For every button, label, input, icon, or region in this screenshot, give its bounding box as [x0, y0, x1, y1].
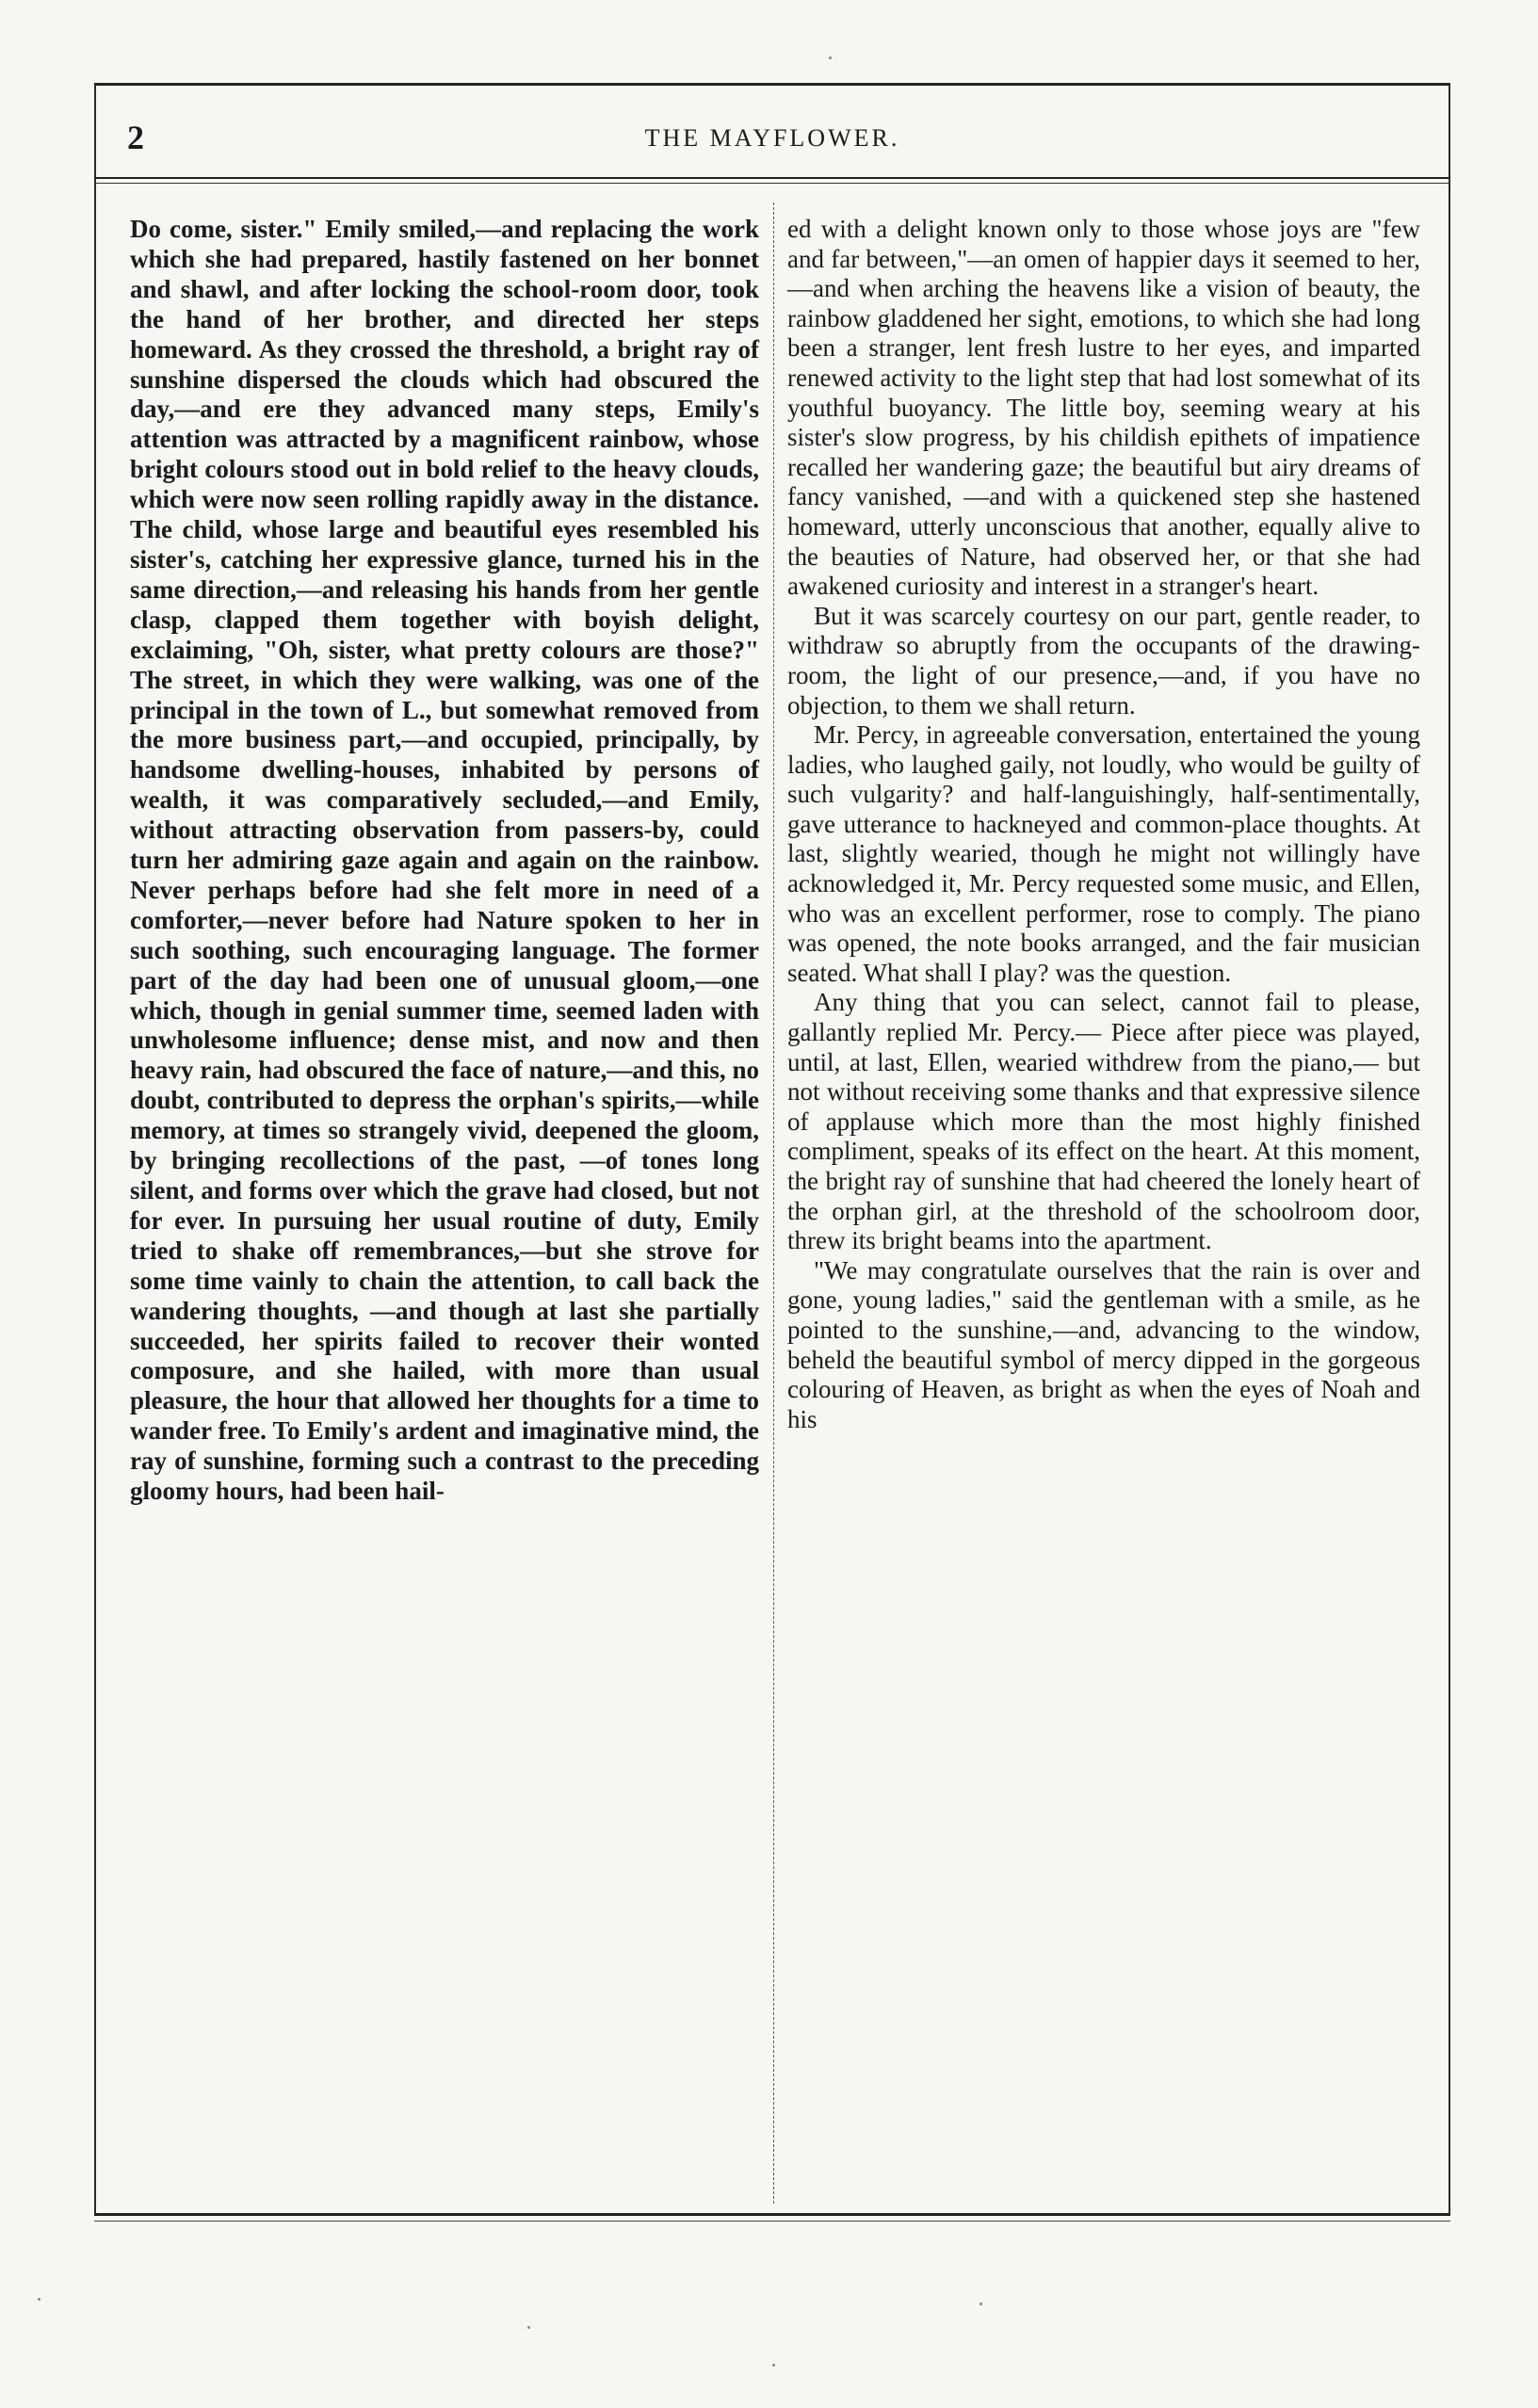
print-speckle [829, 57, 832, 59]
paragraph: Do come, sister." Emily smiled,—and replacing the work which she had prepared, hastily fastened on her bonnet and shawl, and after locking the school-room door, took the hand of her brother, and directed her steps homeward. As they crossed the threshold, a bright ray of sunshine dispersed the clouds which had obscured the day,—and ere they advanced many steps, Emily's attention was attracted by a magnificent rainbow, whose bright colours stood out in bold relief to the heavy clouds, which were now seen rolling rapidly away in the distance. The child, whose large and beautiful eyes resembled his sister's, catching her expressive glance, turned his in the same direction,—and releasing his hands from her gentle clasp, clapped them together with boyish delight, exclaiming, "Oh, sister, what pretty colours are those?" The street, in which they were walking, was one of the principal in the town of L., but somewhat removed from the more business part,—and occupied, principally, by handsome dwelling-houses, inhabited by persons of wealth, it was comparatively secluded,—and Emily, without attracting observation from passers-by, could turn her admiring gaze again and again on the rainbow. Never perhaps before had she felt more in need of a comforter,—never before had Nature spoken to her in such soothing, such encouraging language. The former part of the day had been one of unusual gloom,—one which, though in genial summer time, seemed laden with unwholesome influence; dense mist, and now and then heavy rain, had obscured the face of nature,—and this, no doubt, contributed to depress the orphan's spirits,—while memory, at times so strangely vivid, deepened the gloom, by bringing recollections of the past, —of tones long silent, and forms over which the grave had closed, but not for ever. In pursuing her usual routine of duty, Emily tried to shake off remembrances,—but she strove for some time vainly to chain the attention, to call back the wandering thoughts, —and though at last she partially succeeded, her spirits failed to recover their wonted composure, and she hailed, with more than usual pleasure, the hour that allowed her thoughts for a time to wander free. To Emily's ardent and imaginative mind, the ray of sunshine, forming such a contrast to the preceding gloomy hours, had been hail- [130, 215, 759, 1506]
paragraph: Mr. Percy, in agreeable conversation, entertained the young ladies, who laughed gaily, not loudly, who would be guilty of such vulgarity? and half-languishingly, half-sentimentally, gave utterance to hackneyed and common-place thoughts. At last, slightly wearied, though he might not willingly have acknowledged it, Mr. Percy requested some music, and Ellen, who was an excellent performer, rose to comply. The piano was opened, the note books arranged, and the fair musician seated. What shall I play? was the question. [787, 720, 1420, 987]
print-speckle [38, 2298, 40, 2301]
bottom-rule [94, 2213, 1450, 2222]
paragraph: Any thing that you can select, cannot fail to please, gallantly replied Mr. Percy.— Piece after piece was played, until, at last, Ellen, wearied withdrew from the piano,— but not without receiving some thanks and that expressive silence of applause which more than the most highly finished compliment, speaks of its effect on the heart. At this moment, the bright ray of sunshine that had cheered the lonely heart of the orphan girl, at the threshold of the schoolroom door, threw its bright beams into the apartment. [787, 988, 1420, 1255]
print-speckle [527, 2326, 530, 2329]
column-divider [773, 202, 774, 2204]
header-rule [94, 177, 1450, 184]
running-title: THE MAYFLOWER. [644, 124, 900, 152]
paragraph: "We may congratulate ourselves that the rain is over and gone, young ladies," said the gentleman with a smile, as he pointed to the sunshine,—and, advancing to the window, beheld the beautiful symbol of mercy dipped in the gorgeous colouring of Heaven, as bright as when the eyes of Noah and his [787, 1255, 1420, 1433]
print-speckle [979, 2303, 982, 2305]
print-speckle [772, 2364, 775, 2367]
right-column [787, 215, 1420, 1434]
page-number: 2 [127, 119, 144, 156]
paragraph: But it was scarcely courtesy on our part, gentle reader, to withdraw so abruptly from the occupants of the drawing-room, the light of our presence,—and, if you have no objection, to them we shall return. [787, 601, 1420, 719]
paragraph: ed with a delight known only to those whose joys are "few and far between,"—an omen of happier days it seemed to her,—and when arching the heavens like a vision of beauty, the rainbow gladdened her sight, emotions, to which she had long been a stranger, lent fresh lustre to her eyes, and imparted renewed activity to the light step that had lost somewhat of its youthful buoyancy. The little boy, seeming weary at his sister's slow progress, by his childish epithets of impatience recalled her wandering gaze; the beautiful but airy dreams of fancy vanished, —and with a quickened step she hastened homeward, utterly unconscious that another, equally alive to the beauties of Nature, had observed her, or that she had awakened curiosity and interest in a stranger's heart. [787, 215, 1420, 601]
left-column [130, 215, 759, 1507]
